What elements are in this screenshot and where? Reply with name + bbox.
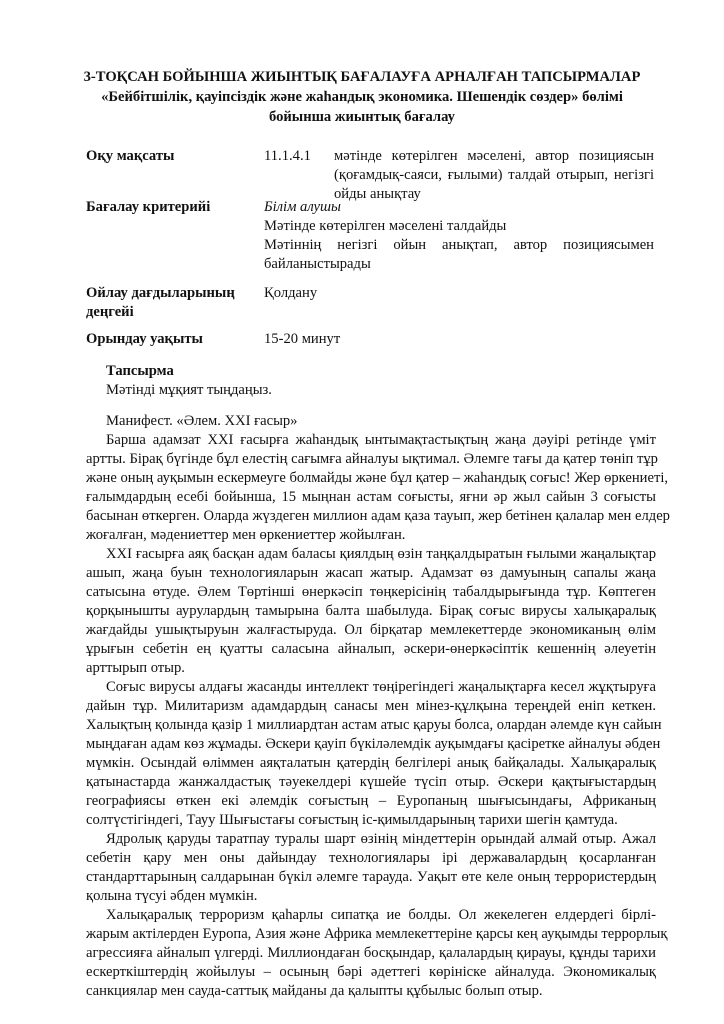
text-line: қолына түсуі әбден мүмкін. [86,888,258,904]
text-line: географиясы өткен екі әлемдік соғыстың – Еуропаның шығысындағы, Африканың [86,793,656,809]
text-line: Ядролық қаруды таратпау туралы шарт өзінің міндеттерін орындай алмай отыр. Ажал [106,831,656,847]
text-line: жағдайды ушықтыруын жалғастыруда. Ол бірқатар мемлекеттерде экономиканың өлім [86,622,656,638]
text-line: Соғыс вирусы алдағы жасанды интеллект төңірегіндегі жаңалықтарға кесел жұқтыруға [106,679,656,695]
criteria-line: Мәтінде көтерілген мәселені талдайды [264,218,507,234]
goal-line: ойды анықтау [334,186,421,202]
criteria-subtitle: Білім алушы [264,199,341,215]
time-label: Орындау уақыты [86,331,203,347]
text-line: қатынастарда жанжалдастық тәуекелдері күшейе түсіп отыр. Әскери қақтығыстардың [86,774,656,790]
text-line: стандарттарының салдарынан бүкіл әлемге тарауда. Уақыт өте келе оның террористердың [86,869,656,885]
section-subtitle: «Бейбітшілік, қауіпсіздік және жаһандық экономика. Шешендік сөздер» бөлімі [101,89,623,105]
goal-line: мәтінде көтерілген мәселені, автор позициясын [334,148,654,164]
text-line: ұрығын себетін ең қуатты саласына айналып, әскери-өнеркәсіптік кешеннің әлеуетін [86,641,656,657]
text-line: және оның ауқымын ескермеуге болмайды және бұл қатер – жаһандық соғыс! Жер өркениеті, [86,470,669,486]
goal-line: (қоғамдық-саяси, ғылыми) талдай отырып, негізгі [334,167,654,183]
text-line: сатысына өтуде. Әлем Төртінші өнеркәсіп төңкерісінің табалдырығында тұр. Көптеген [86,584,656,600]
text-line: XXI ғасырға аяқ басқан адам баласы қиялдың өзін таңқалдыратын ғылыми жаңалықтар [106,546,656,562]
task-instruction: Мәтінді мұқият тыңдаңыз. [106,382,272,398]
text-line: ескерткіштердің жойылуы – осының бәрі әдеттегі көрініске айналуда. Экономикалық [86,964,656,980]
text-line: Халықтың қолында қазір 1 миллиардтан астам атыс қаруы болса, олардан әлемде күн сайын [86,717,662,733]
text-line: себетін қару мен оны дайындау технологиялары ірі державалардың қосарланған [86,850,656,866]
text-line: агрессияға айналып үлгерді. Миллиондаған босқындар, қалалардың қирауы, құнды тарихи [86,945,656,961]
manifest-title: Манифест. «Әлем. XXI ғасыр» [106,413,298,429]
text-line: ашып, жаңа буын технологияларын жасап жатыр. Адамзат өз дамуының сапалы жаңа [86,565,656,581]
text-line: қорқынышты аурулардың тамырына балта шабылуда. Бірақ соғыс вирусы халықаралық [86,603,656,619]
text-line: санкциялар мен сауда-саттық майданы да қалыпты құбылыс болып отыр. [86,983,543,999]
text-line: Халықаралық терроризм қаһарлы сипатқа ие болды. Ол жекелеген елдердегі бірлі- [106,907,656,923]
document-title: 3-ТОҚСАН БОЙЫНША ЖИЫНТЫҚ БАҒАЛАУҒА АРНАЛҒАН ТАПСЫРМАЛАР [83,69,641,85]
text-line: мыңдаған адам көз жұмады. Әскери қауіп бүкіләлемдік ауқымдағы қасіретке айналуы әбден [86,736,661,752]
time-value: 15-20 минут [264,331,341,347]
text-line: ғалымдардың есебі бойынша, 15 мыңнан астам соғысты, яғни әр жыл сайын 3 соғысты [86,489,656,505]
text-line: арттырып отыр. [86,660,185,676]
section-subtitle-continued: бойынша жиынтық бағалау [269,109,455,125]
text-line: мүмкін. Осындай өліммен аяқталатын қатердің белгілері анық байқалады. Халықаралық [86,755,656,771]
criteria-line: байланыстырады [264,256,371,272]
thinking-level-label: Ойлау дағдыларының [86,285,235,301]
criteria-line: Мәтіннің негізгі ойын анықтап, автор позициясымен [264,237,654,253]
text-line: солтүстігіндегі, Тауу Шығыстағы соғыстың іс-қимылдарының тарихи шегін қамтуда. [86,812,618,828]
text-line: басынан өткерген. Оларда жүздеген миллион адам қаза тауып, жер бетінен қалалар мен елдер [86,508,670,524]
text-line: Барша адамзат XXI ғасырға жаһандық ынтымақтастықтың жаңа дәуірі ретінде үміт [106,432,656,448]
thinking-level-value: Қолдану [264,285,318,301]
text-line: жоғалған, мәдениеттер мен өркениеттер жойылған. [86,527,406,543]
text-line: дайын тұр. Милитаризм адамдардың санасы мен мінез-құлқына тереңдей еніп кеткен. [86,698,656,714]
text-line: жарым актілерден Еуропа, Азия және Африка мемлекеттеріне қарсы кең ауқымды террорлық [86,926,668,942]
thinking-level-label-continued: деңгейі [86,304,134,320]
task-title: Тапсырма [106,363,174,379]
goal-label: Оқу мақсаты [86,148,175,164]
criteria-label: Бағалау критерийі [86,199,211,215]
goal-code: 11.1.4.1 [264,148,311,164]
text-line: артты. Бірақ бүгінде бұл елестің сағымға айналуы ықтимал. Әлемге тағы да қатер төніп тұр [86,451,658,467]
